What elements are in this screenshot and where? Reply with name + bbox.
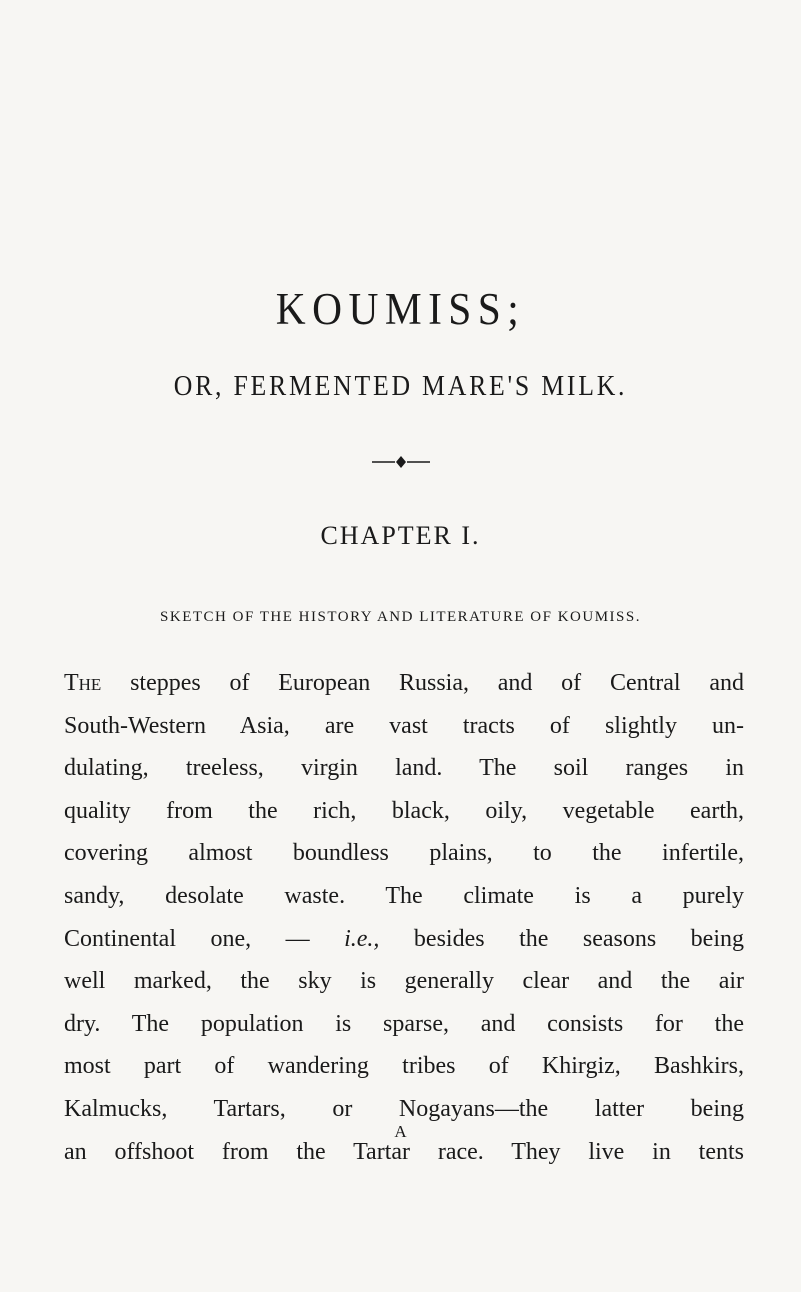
text-line: covering almost boundless plains, to the infertile, [64,840,744,867]
chapter-subheading: SKETCH OF THE HISTORY AND LITERATURE OF KOUMISS. [160,609,641,625]
drop-word: The [64,670,102,696]
text-line: dulating, treeless, virgin land. The soil ranges in [64,755,744,782]
text-line: well marked, the sky is generally clear and the air [64,968,744,995]
book-subtitle: OR, FERMENTED MARE'S MILK. [173,371,628,402]
text-line: The steppes of European Russia, and of Central and [64,670,744,696]
body-paragraph [64,662,744,1173]
diamond-rule-ornament [372,455,430,469]
text-line: Kalmucks, Tartars, or Nogayans—the latter being [64,1095,744,1122]
book-title: KOUMISS; [275,284,526,334]
italic-abbrev: i.e., [344,925,380,952]
text-line: sandy, desolate waste. The climate is a purely [64,882,744,909]
text-line: an offshoot from the Tartar race. They live in tents [64,1138,744,1165]
chapter-heading: CHAPTER I. [320,521,481,550]
text-line: most part of wandering tribes of Khirgiz, Bashkirs, [64,1053,744,1080]
text-line: quality from the rich, black, oily, vegetable earth, [64,797,744,824]
text-line: South-Western Asia, are vast tracts of slightly un- [64,712,744,739]
text-line: Continental one, — i.e., besides the seasons being [64,925,745,952]
text-line: dry. The population is sparse, and consists for the [64,1010,744,1037]
signature-mark: A [394,1122,407,1141]
